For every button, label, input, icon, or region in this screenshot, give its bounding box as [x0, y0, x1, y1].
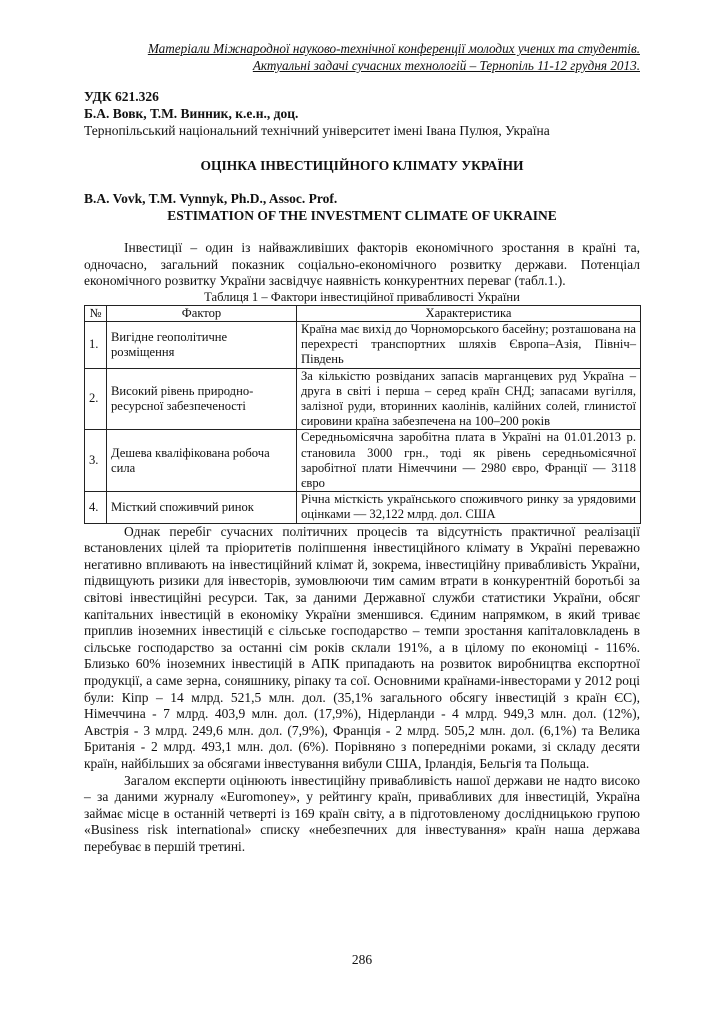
factors-table [84, 305, 641, 524]
row-number: 1. [85, 321, 107, 368]
row-factor: Дешева кваліфікована робоча сила [107, 430, 297, 492]
col-header-characteristic: Характеристика [297, 305, 641, 321]
table-row [85, 492, 641, 523]
row-number: 3. [85, 430, 107, 492]
header-line-2: Актуальні задачі сучасних технологій – Тернопіль 11-12 грудня 2013. [252, 58, 640, 73]
affiliation: Тернопільський національний технічний університет імені Івана Пулюя, Україна [84, 123, 550, 138]
page [84, 40, 640, 856]
body-paragraph-3: Загалом експерти оцінюють інвестиційну привабливість нашої держави не надто високо – за даними журналу «Euromoney», у рейтингу країн, привабливих для інвестицій, Україна займає місце в останній четверті із 169 країн світу, а в підготовленому дослідницькою групою «Business risk international» списку «небезпечних для інвестування» країн наша держава перебуває в першій третині. [84, 772, 640, 854]
header-line-1: Матеріали Міжнародної науково-технічної конференції молодих учених та студентів. [147, 41, 640, 56]
paper-title-ua: ОЦІНКА ІНВЕСТИЦІЙНОГО КЛІМАТУ УКРАЇНИ [200, 158, 524, 173]
col-header-factor: Фактор [107, 305, 297, 321]
conference-header [84, 40, 640, 74]
row-factor: Вигідне геополітичне розміщення [107, 321, 297, 368]
row-characteristic: Середньомісячна заробітна плата в Україні на 01.01.2013 р. становила 3000 грн., тоді як рівень середньомісячної заробітної плати Німеччини — 2980 євро, Франції — 3118 євро [297, 430, 641, 492]
row-number: 2. [85, 368, 107, 430]
intro-paragraph: Інвестиції – один із найважливіших факторів економічного зростання в країні та, одночасно, загальний показник соціально-економічного розвитку держави. Потенціал економічного розвитку України засвідчує наявність конкурентних переваг (табл.1.). [84, 240, 640, 289]
table-row [85, 430, 641, 492]
body-paragraph-2: Однак перебіг сучасних політичних процесів та відсутність практичної реалізації встановлених цілей та пріоритетів поліпшення інвестиційного клімату в Україні переважно негативно впливають на інвестиційний клімат й, зокрема, інвестиційну привабливість України, підвищують ризики для інвесторів, зумовлюючи тим самим втрати в конкурентній боротьбі за світові інвестиційні ресурси. Так, за даними Державної служби статистики України, обсяг капітальних інвестицій в економіку України зменшився. Єдиним напрямком, в який триває приплив іноземних інвестицій є сільське господарство – темпи зростання капіталовкладень в сільське господарство за останні сім років склали 191%, а в цілому по економіці - 116%. Близько 60% іноземних інвестицій в АПК припадають на розвиток виробництва експортної продукції, а саме зерна, соняшнику, ріпаку та сої. Основними країнами-інвесторами у 2012 році були: Кіпр – 14 млрд. 521,5 млн. дол. (35,1% загального обсягу інвестицій з країн ЄС), Німеччина - 7 млрд. 403,9 млн. дол. (17,9%), Нідерланди - 4 млрд. 949,3 млн. дол. (12%), Австрія - 3 млрд. 249,6 млн. дол. (7,9%), Франція - 2 млрд. 505,2 млн. дол. (6,1%) та Велика Британія - 2 млрд. 493,1 млн. дол. (6%). Порівняно з попередніми роками, зі складу десяти країн, найбільших за обсягами інвестування вибули США, Ірландія, Бельгія та Польща. [84, 523, 640, 771]
udk-code: УДК 621.326 [84, 89, 159, 104]
table-row [85, 368, 641, 430]
col-header-num: № [85, 305, 107, 321]
table-row [85, 321, 641, 368]
row-characteristic: Річна місткість українського споживчого ринку за урядовими оцінками — 32,122 млрд. дол. США [297, 492, 641, 523]
table-header-row [85, 305, 641, 321]
authors-ua: Б.А. Вовк, Т.М. Винник, к.е.н., доц. [84, 106, 299, 121]
row-number: 4. [85, 492, 107, 523]
page-number: 286 [351, 952, 373, 967]
row-factor: Високий рівень природно-ресурсної забезпеченості [107, 368, 297, 430]
authors-en: B.A. Vovk, T.M. Vynnyk, Ph.D., Assoc. Prof. [84, 191, 338, 206]
row-characteristic: Країна має вихід до Чорноморського басейну; розташована на перехресті транспортних шляхів Європа–Азія, Північ–Південь [297, 321, 641, 368]
row-characteristic: За кількістю розвіданих запасів марганцевих руд Україна – друга в світі і перша – серед країн СНД; запасами вугілля, залізної руди, вторинних каолінів, калійних солей, глинистої сировини країна забезпечена на 100–200 років [297, 368, 641, 430]
paper-title-en: ESTIMATION OF THE INVESTMENT CLIMATE OF UKRAINE [167, 208, 557, 223]
row-factor: Місткий споживчий ринок [107, 492, 297, 523]
table-caption: Таблиця 1 – Фактори інвестиційної привабливості України [204, 289, 520, 304]
